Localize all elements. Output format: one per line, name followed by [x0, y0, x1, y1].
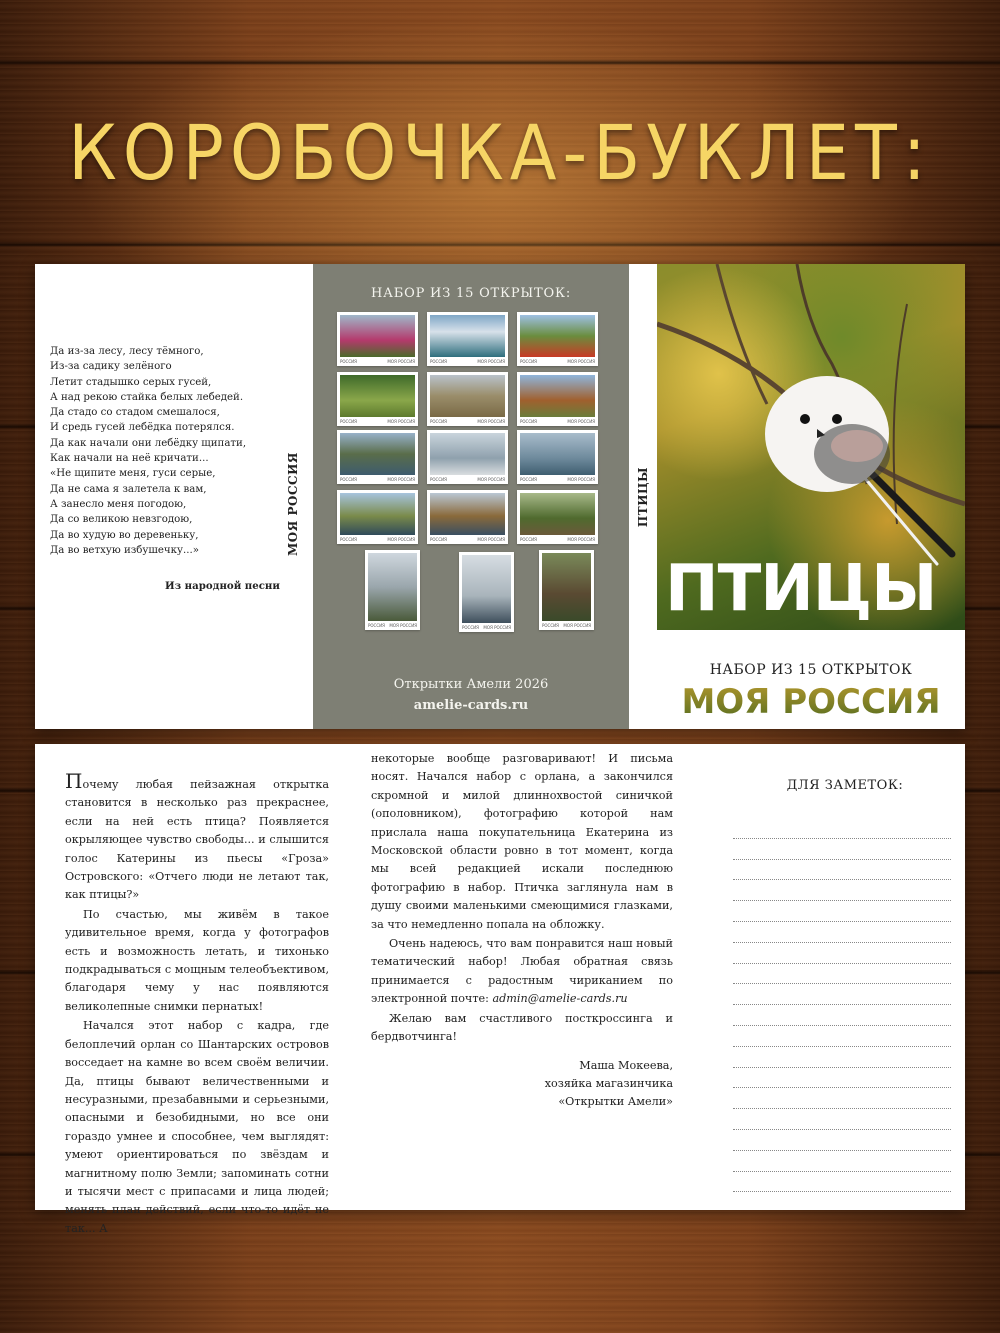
poem-line: И средь гусей лебёдка потерялся.: [50, 422, 235, 434]
postcard-thumbnail: РОССИЯ МОЯ РОССИЯ: [365, 550, 420, 630]
letter-paragraph: Желаю вам счастливого посткроссинга и бердвотчинга!: [371, 1011, 673, 1044]
notes-line: [733, 922, 951, 943]
postcard-thumbnails: [313, 264, 629, 664]
email-address: admin@amelie-cards.ru: [492, 992, 628, 1006]
poem-line: Да как начали они лебёдку щипати,: [50, 437, 247, 449]
poem-source: Из народной песни: [165, 580, 280, 592]
cover-subtitle: НАБОР ИЗ 15 ОТКРЫТОК: [709, 662, 913, 678]
letter-paragraph: Очень надеюсь, что вам понравится наш новый тематический набор! Любая обратная связь принимается с радостным чириканием по электронной почте: admin@amelie-cards.ru: [371, 937, 673, 1006]
postcard-thumbnail: РОССИЯ МОЯ РОССИЯ: [427, 430, 508, 484]
notes-line: [733, 1005, 951, 1026]
cover-brand: МОЯ РОССИЯ: [657, 680, 965, 724]
booklet-outer-sheet: [35, 264, 965, 729]
notes-line: [733, 964, 951, 985]
poem-line: Да во ветхую избушечку...»: [50, 544, 199, 556]
signature-shop: «Открытки Амели»: [558, 1095, 673, 1109]
postcard-thumbnail: РОССИЯ МОЯ РОССИЯ: [517, 490, 598, 544]
postcard-thumbnail: РОССИЯ МОЯ РОССИЯ: [337, 430, 418, 484]
signature: [371, 1057, 673, 1112]
notes-line: [733, 901, 951, 922]
postcard-thumbnail: РОССИЯ МОЯ РОССИЯ: [337, 312, 418, 366]
spine-left-label: МОЯ РОССИЯ: [286, 452, 300, 556]
poem-line: Да со великою невзгодою,: [50, 514, 193, 526]
spine-right: [629, 264, 657, 729]
signature-role: хозяйка магазинчика: [544, 1076, 673, 1090]
back-footer: [313, 674, 629, 716]
poem-line: Как начали на неё кричати...: [50, 453, 209, 465]
postcard-thumbnail: РОССИЯ МОЯ РОССИЯ: [459, 552, 514, 632]
publisher-line: Открытки Амели 2026: [393, 677, 549, 692]
notes-line: [733, 1130, 951, 1151]
poem-line: Из-за садику зелёного: [50, 361, 172, 373]
notes-line: [733, 1151, 951, 1172]
postcard-thumbnail: РОССИЯ МОЯ РОССИЯ: [337, 490, 418, 544]
letter-paragraph: Начался этот набор с кадра, где белоплечий орлан со Шантарских островов восседает на камне во всем своём величии. Да, птицы бывают величественными и несуразными, презабавными и серьезными, опасными и безобидными, но все они гораздо умнее и способнее, чем выглядят: умеют ориентироваться по звёздам и магнитному полю Земли; запоминать сотни и тысячи мест с припасами и лица людей; менять план действий, если что-то идёт не так... А: [65, 1019, 329, 1235]
cover-panel: [657, 264, 965, 729]
notes-line: [733, 860, 951, 881]
spine-right-label: ПТИЦЫ: [636, 466, 650, 527]
letter-paragraph: Почему любая пейзажная открытка становится в несколько раз прекраснее, если на ней есть птица? Появляется окрыляющее чувство свободы... и слышится голос Катерины из пьесы «Гроза» Островского: «Отчего люди не летают так, как птицы?»: [65, 769, 329, 902]
postcard-thumbnail: РОССИЯ МОЯ РОССИЯ: [517, 372, 598, 426]
postcard-thumbnail: РОССИЯ МОЯ РОССИЯ: [337, 372, 418, 426]
back-title: НАБОР ИЗ 15 ОТКРЫТОК:: [370, 286, 571, 301]
postcard-thumbnail: РОССИЯ МОЯ РОССИЯ: [427, 490, 508, 544]
page-heading: КОРОБОЧКА-БУКЛЕТ:: [68, 108, 932, 197]
notes-line: [733, 880, 951, 901]
letter-column-2: [371, 750, 673, 1113]
notes-line: [733, 1109, 951, 1130]
booklet-inner-sheet: [35, 744, 965, 1235]
notes-lines: [733, 818, 951, 1192]
postcard-thumbnail: РОССИЯ МОЯ РОССИЯ: [427, 312, 508, 366]
poem-line: Да во худую во деревеньку,: [50, 529, 199, 541]
poem-line: Да стадо со стадом смешалося,: [50, 407, 220, 419]
poem-line: Да из-за лесу, лесу тёмного,: [50, 346, 204, 357]
poem-panel: [35, 264, 313, 729]
letter-column-1: [65, 769, 329, 1239]
poem-line: Да не сама я залетела к вам,: [50, 483, 207, 495]
poem-line: «Не щипите меня, гуси серые,: [50, 468, 216, 480]
poem-line: А над рекою стайка белых лебедей.: [50, 391, 244, 403]
signature-name: Маша Мокеева,: [579, 1058, 673, 1072]
postcard-thumbnail: РОССИЯ МОЯ РОССИЯ: [517, 312, 598, 366]
back-panel: [313, 264, 629, 729]
notes-line: [733, 839, 951, 860]
letter-paragraph: некоторые вообще разговаривают! И письма носят. Начался набор с орлана, а закончился скромной и милой длиннохвостой синичкой (ополовником), фотографию которой нам прислала наша покупательница Екатерина из Московской области ровно в тот момент, когда мы всей редакцией искали последнюю фотографию в набор. Птичка заглянула нам в душу своими маленькими смеющимися глазками, за что немедленно попала на обложку.: [371, 752, 673, 931]
cover-title: ПТИЦЫ: [665, 552, 937, 626]
notes-title: ДЛЯ ЗАМЕТОК:: [786, 778, 904, 793]
drop-cap: П: [65, 769, 83, 793]
poem-line: А занесло меня погодою,: [50, 498, 187, 510]
poem-line: Летит стадышко серых гусей,: [50, 376, 212, 388]
notes-line: [733, 943, 951, 964]
letter-paragraph: По счастью, мы живём в такое удивительное время, когда у фотографов есть и возможность летать, и тихонько подкрадываться с мощным телеобъективом, благодаря чему у нас появляются великолепные снимки пернатых!: [65, 907, 329, 1013]
postcard-thumbnail: РОССИЯ МОЯ РОССИЯ: [539, 550, 594, 630]
notes-line: [733, 1026, 951, 1047]
poem-text: [50, 344, 280, 558]
notes-line: [733, 984, 951, 1005]
notes-line: [733, 1047, 951, 1068]
notes-line: [733, 818, 951, 839]
postcard-thumbnail: РОССИЯ МОЯ РОССИЯ: [517, 430, 598, 484]
website-line: amelie-cards.ru: [413, 698, 529, 713]
notes-line: [733, 1088, 951, 1109]
notes-line: [733, 1068, 951, 1089]
long-tailed-tit-photo: [657, 264, 965, 630]
postcard-thumbnail: РОССИЯ МОЯ РОССИЯ: [427, 372, 508, 426]
spine-left: [275, 449, 311, 559]
notes-line: [733, 1172, 951, 1193]
